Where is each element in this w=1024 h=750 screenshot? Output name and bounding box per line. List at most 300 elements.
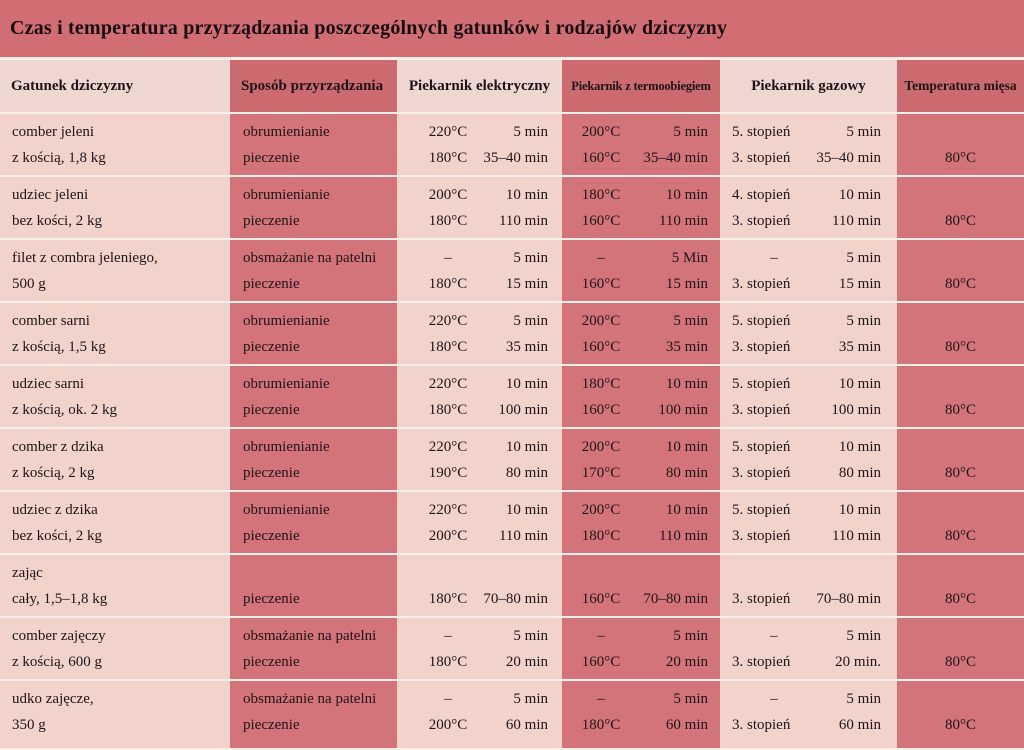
gas-line-2 (732, 523, 881, 549)
species-detail: cały, 1,5–1,8 kg (12, 590, 108, 607)
oven-time: 5 min (513, 249, 548, 266)
gas-oven-cell (720, 618, 897, 679)
table-row (0, 114, 1024, 175)
convection-line-1 (572, 182, 708, 208)
species-name: udko zajęcze, (12, 690, 94, 707)
oven-time: 35–40 min (483, 149, 548, 166)
gas-oven-cell (720, 303, 897, 364)
meat-temp-value: 80°C (944, 212, 976, 229)
convection-line-2 (572, 586, 708, 612)
convection-line-2 (572, 334, 708, 360)
oven-temp: 180°C (428, 338, 468, 355)
species-name: comber jeleni (12, 123, 95, 140)
oven-temp: 200°C (581, 123, 621, 140)
oven-temp: 180°C (428, 653, 468, 670)
oven-time: 70–80 min (643, 590, 708, 607)
oven-temp: – (444, 249, 452, 266)
method-step-2: pieczenie (243, 716, 300, 733)
convection-oven-cell (562, 366, 720, 427)
species-detail: z kością, ok. 2 kg (12, 401, 117, 418)
oven-time: 60 min (505, 716, 548, 733)
species-name: udziec jeleni (12, 186, 89, 203)
method-step-2: pieczenie (243, 149, 300, 166)
oven-setting: 3. stopień (732, 590, 791, 607)
electric-line-2 (419, 460, 548, 486)
electric-line-1 (419, 371, 548, 397)
species-name: comber z dzika (12, 438, 104, 455)
oven-time: 5 Min (671, 249, 708, 266)
species-detail: z kością, 600 g (12, 653, 102, 670)
convection-line-2 (572, 712, 708, 738)
oven-temp: 160°C (581, 653, 621, 670)
oven-time: 15 min (505, 275, 548, 292)
oven-temp: 180°C (428, 212, 468, 229)
gas-oven-cell (720, 429, 897, 490)
oven-time: 100 min (658, 401, 708, 418)
electric-line-1 (419, 182, 548, 208)
oven-setting: 3. stopień (732, 149, 791, 166)
oven-time: 10 min (838, 375, 881, 392)
column-header-sposob: Sposób przyrządzania (230, 60, 397, 112)
convection-line-2 (572, 271, 708, 297)
oven-time: 100 min (498, 401, 548, 418)
meat-temp-value: 80°C (944, 716, 976, 733)
table-row (0, 429, 1024, 490)
oven-temp: 160°C (581, 590, 621, 607)
oven-temp: – (597, 627, 605, 644)
meat-temp-value: 80°C (944, 590, 976, 607)
convection-line-1 (572, 560, 708, 586)
oven-time: 10 min (505, 375, 548, 392)
gas-oven-cell (720, 366, 897, 427)
oven-temp: – (597, 249, 605, 266)
oven-time: 35–40 min (816, 149, 881, 166)
oven-setting: 3. stopień (732, 401, 791, 418)
oven-time: 110 min (831, 212, 881, 229)
electric-line-2 (419, 712, 548, 738)
species-name: udziec sarni (12, 375, 85, 392)
oven-setting: 5. stopień (732, 501, 791, 518)
method-cell (230, 555, 397, 616)
oven-temp: 220°C (428, 375, 468, 392)
oven-time: 5 min (673, 627, 708, 644)
species-cell (0, 240, 230, 301)
electric-oven-cell (397, 240, 562, 301)
oven-temp: 180°C (428, 275, 468, 292)
method-step-2: pieczenie (243, 464, 300, 481)
convection-oven-cell (562, 240, 720, 301)
gas-line-1 (732, 119, 881, 145)
gas-line-2 (732, 208, 881, 234)
meat-temp-value: 80°C (944, 653, 976, 670)
oven-time: 10 min (838, 186, 881, 203)
meat-temp-cell (897, 177, 1024, 238)
oven-time: 5 min (513, 312, 548, 329)
gas-line-1 (732, 182, 881, 208)
oven-temp: 220°C (428, 123, 468, 140)
species-detail: bez kości, 2 kg (12, 527, 102, 544)
convection-line-2 (572, 523, 708, 549)
gas-oven-cell (720, 492, 897, 553)
species-cell (0, 492, 230, 553)
electric-oven-cell (397, 492, 562, 553)
gas-line-2 (732, 649, 881, 675)
meat-temp-cell (897, 303, 1024, 364)
oven-setting: 3. stopień (732, 653, 791, 670)
oven-time: 5 min (846, 123, 881, 140)
convection-line-1 (572, 308, 708, 334)
method-cell (230, 366, 397, 427)
oven-time: 110 min (498, 212, 548, 229)
method-cell (230, 429, 397, 490)
electric-line-2 (419, 649, 548, 675)
oven-time: 110 min (498, 527, 548, 544)
oven-time: 10 min (505, 501, 548, 518)
oven-time: 60 min (838, 716, 881, 733)
meat-temp-value: 80°C (944, 527, 976, 544)
method-step-1: obrumienianie (243, 123, 330, 140)
oven-time: 110 min (658, 527, 708, 544)
electric-line-2 (419, 397, 548, 423)
oven-temp: 180°C (581, 186, 621, 203)
species-detail: z kością, 2 kg (12, 464, 95, 481)
electric-line-1 (419, 434, 548, 460)
oven-time: 5 min (673, 690, 708, 707)
oven-setting: 5. stopień (732, 123, 791, 140)
oven-time: 5 min (513, 123, 548, 140)
oven-temp: 200°C (581, 312, 621, 329)
oven-time: 10 min (665, 375, 708, 392)
oven-time: 35–40 min (643, 149, 708, 166)
gas-oven-cell (720, 240, 897, 301)
page-title: Czas i temperatura przyrządzania poszczególnych gatunków i rodzajów dziczyzny (10, 17, 728, 39)
gas-line-1 (732, 623, 881, 649)
meat-temp-value: 80°C (944, 464, 976, 481)
meat-temp-value: 80°C (944, 149, 976, 166)
gas-line-2 (732, 145, 881, 171)
method-step-1: obrumienianie (243, 375, 330, 392)
table-row (0, 177, 1024, 238)
species-detail: 500 g (12, 275, 46, 292)
method-step-1: obrumienianie (243, 501, 330, 518)
oven-temp: 160°C (581, 149, 621, 166)
electric-line-2 (419, 523, 548, 549)
table-title-bar (0, 0, 1024, 57)
oven-setting: 5. stopień (732, 375, 791, 392)
table-row (0, 240, 1024, 301)
oven-setting: 3. stopień (732, 212, 791, 229)
species-cell (0, 555, 230, 616)
electric-oven-cell (397, 366, 562, 427)
oven-temp: 180°C (428, 590, 468, 607)
oven-time: 80 min (665, 464, 708, 481)
column-header-piekarnik-gazowy: Piekarnik gazowy (720, 60, 897, 112)
method-step-1 (243, 560, 397, 586)
oven-time: 20 min (505, 653, 548, 670)
gas-line-1 (732, 497, 881, 523)
oven-time: 35 min (838, 338, 881, 355)
oven-time: 60 min (665, 716, 708, 733)
gas-line-2 (732, 712, 881, 738)
oven-temp: – (597, 690, 605, 707)
electric-line-2 (419, 586, 548, 612)
oven-time: 20 min. (835, 653, 881, 670)
species-cell (0, 303, 230, 364)
oven-time: 15 min (665, 275, 708, 292)
oven-temp: 180°C (581, 527, 621, 544)
table-header-row (0, 60, 1024, 112)
bottom-stripe-filler (0, 742, 1024, 748)
electric-line-2 (419, 334, 548, 360)
method-step-2: pieczenie (243, 590, 300, 607)
oven-setting: 3. stopień (732, 464, 791, 481)
gas-line-2 (732, 334, 881, 360)
meat-temp-cell (897, 429, 1024, 490)
method-step-1: obrumienianie (243, 438, 330, 455)
convection-oven-cell (562, 303, 720, 364)
meat-temp-cell (897, 618, 1024, 679)
convection-line-1 (572, 497, 708, 523)
oven-temp: 160°C (581, 338, 621, 355)
convection-line-2 (572, 649, 708, 675)
table-row (0, 492, 1024, 553)
species-cell (0, 429, 230, 490)
method-cell (230, 114, 397, 175)
oven-time: 10 min (838, 438, 881, 455)
method-step-2: pieczenie (243, 212, 300, 229)
oven-setting: – (770, 249, 778, 266)
method-step-1: obsmażanie na patelni (243, 690, 377, 707)
oven-temp: 220°C (428, 312, 468, 329)
electric-oven-cell (397, 618, 562, 679)
convection-line-2 (572, 397, 708, 423)
method-cell (230, 492, 397, 553)
method-step-1: obrumienianie (243, 186, 330, 203)
species-detail: bez kości, 2 kg (12, 212, 102, 229)
oven-time: 15 min (838, 275, 881, 292)
oven-time: 10 min (665, 501, 708, 518)
oven-time: 5 min (846, 249, 881, 266)
method-step-2: pieczenie (243, 401, 300, 418)
electric-oven-cell (397, 303, 562, 364)
electric-line-1 (419, 623, 548, 649)
convection-line-2 (572, 145, 708, 171)
gas-line-2 (732, 397, 881, 423)
oven-time: 35 min (505, 338, 548, 355)
species-detail: z kością, 1,5 kg (12, 338, 106, 355)
oven-time: 80 min (838, 464, 881, 481)
method-step-1: obsmażanie na patelni (243, 249, 377, 266)
electric-oven-cell (397, 555, 562, 616)
oven-temp: 180°C (581, 716, 621, 733)
convection-oven-cell (562, 555, 720, 616)
meat-temp-value: 80°C (944, 275, 976, 292)
oven-time: 5 min (846, 312, 881, 329)
oven-time: 70–80 min (483, 590, 548, 607)
oven-temp: 200°C (581, 438, 621, 455)
meat-temp-cell (897, 492, 1024, 553)
gas-line-1 (732, 686, 881, 712)
oven-setting: 3. stopień (732, 716, 791, 733)
convection-oven-cell (562, 177, 720, 238)
oven-setting: 3. stopień (732, 527, 791, 544)
oven-setting: – (770, 690, 778, 707)
oven-time: 80 min (505, 464, 548, 481)
oven-temp: 170°C (581, 464, 621, 481)
oven-temp: 200°C (428, 527, 468, 544)
convection-line-1 (572, 434, 708, 460)
gas-line-1 (732, 434, 881, 460)
oven-time: 10 min (505, 186, 548, 203)
electric-line-2 (419, 145, 548, 171)
oven-setting: 3. stopień (732, 338, 791, 355)
electric-line-1 (419, 497, 548, 523)
oven-temp: 200°C (428, 186, 468, 203)
table-row (0, 366, 1024, 427)
gas-line-1 (732, 308, 881, 334)
table-row (0, 618, 1024, 679)
meat-temp-cell (897, 366, 1024, 427)
species-cell (0, 366, 230, 427)
oven-time: 5 min (846, 690, 881, 707)
oven-setting: 3. stopień (732, 275, 791, 292)
oven-time: 5 min (513, 690, 548, 707)
oven-temp: 200°C (428, 716, 468, 733)
electric-line-2 (419, 208, 548, 234)
oven-time: 20 min (665, 653, 708, 670)
gas-line-1 (732, 245, 881, 271)
species-name: filet z combra jeleniego, (12, 249, 158, 266)
electric-line-1 (419, 308, 548, 334)
method-step-2: pieczenie (243, 275, 300, 292)
table-body (0, 114, 1024, 742)
oven-time: 110 min (831, 527, 881, 544)
method-step-1: obsmażanie na patelni (243, 627, 377, 644)
table-row (0, 555, 1024, 616)
column-header-temperatura-miesa: Temperatura mięsa (897, 60, 1024, 112)
species-detail: 350 g (12, 716, 46, 733)
method-step-2: pieczenie (243, 527, 300, 544)
gas-line-1 (732, 560, 881, 586)
oven-temp: – (444, 690, 452, 707)
oven-temp: 180°C (428, 401, 468, 418)
oven-time: 10 min (665, 438, 708, 455)
convection-oven-cell (562, 492, 720, 553)
method-step-1: obrumienianie (243, 312, 330, 329)
convection-line-2 (572, 460, 708, 486)
oven-time: 100 min (831, 401, 881, 418)
method-cell (230, 240, 397, 301)
convection-oven-cell (562, 429, 720, 490)
species-cell (0, 681, 230, 742)
species-name: comber zajęczy (12, 627, 106, 644)
electric-line-1 (419, 686, 548, 712)
species-name: zając (12, 564, 43, 581)
oven-temp: 220°C (428, 438, 468, 455)
column-header-piekarnik-elektryczny: Piekarnik elektryczny (397, 60, 562, 112)
electric-oven-cell (397, 681, 562, 742)
oven-temp: 200°C (581, 501, 621, 518)
convection-oven-cell (562, 681, 720, 742)
oven-time: 5 min (673, 312, 708, 329)
gas-oven-cell (720, 681, 897, 742)
oven-time: 10 min (838, 501, 881, 518)
electric-oven-cell (397, 177, 562, 238)
oven-time: 35 min (665, 338, 708, 355)
method-cell (230, 681, 397, 742)
electric-line-1 (419, 119, 548, 145)
oven-temp: – (444, 627, 452, 644)
species-name: udziec z dzika (12, 501, 98, 518)
oven-setting: – (770, 627, 778, 644)
gas-oven-cell (720, 555, 897, 616)
meat-temp-value: 80°C (944, 401, 976, 418)
convection-line-1 (572, 119, 708, 145)
convection-line-1 (572, 245, 708, 271)
gas-oven-cell (720, 114, 897, 175)
electric-line-1 (419, 560, 548, 586)
oven-temp: 220°C (428, 501, 468, 518)
method-cell (230, 618, 397, 679)
meat-temp-cell (897, 681, 1024, 742)
gas-line-1 (732, 371, 881, 397)
species-name: comber sarni (12, 312, 90, 329)
species-cell (0, 114, 230, 175)
method-cell (230, 303, 397, 364)
meat-temp-cell (897, 114, 1024, 175)
oven-setting: 5. stopień (732, 312, 791, 329)
column-header-piekarnik-termoobieg: Piekarnik z termoobiegiem (562, 60, 720, 112)
electric-oven-cell (397, 429, 562, 490)
method-step-2: pieczenie (243, 338, 300, 355)
species-detail: z kością, 1,8 kg (12, 149, 106, 166)
electric-line-1 (419, 245, 548, 271)
oven-time: 10 min (505, 438, 548, 455)
meat-temp-cell (897, 240, 1024, 301)
oven-time: 5 min (846, 627, 881, 644)
oven-setting: 5. stopień (732, 438, 791, 455)
oven-time: 70–80 min (816, 590, 881, 607)
oven-time: 10 min (665, 186, 708, 203)
species-cell (0, 618, 230, 679)
oven-temp: 160°C (581, 212, 621, 229)
method-step-2: pieczenie (243, 653, 300, 670)
convection-line-1 (572, 686, 708, 712)
species-cell (0, 177, 230, 238)
gas-line-2 (732, 586, 881, 612)
table-row (0, 681, 1024, 742)
oven-time: 5 min (673, 123, 708, 140)
gas-line-2 (732, 271, 881, 297)
table-row (0, 303, 1024, 364)
oven-temp: 190°C (428, 464, 468, 481)
method-cell (230, 177, 397, 238)
meat-temp-value: 80°C (944, 338, 976, 355)
electric-line-2 (419, 271, 548, 297)
gas-line-2 (732, 460, 881, 486)
oven-temp: 180°C (428, 149, 468, 166)
column-header-gatunek: Gatunek dziczyzny (0, 60, 230, 112)
electric-oven-cell (397, 114, 562, 175)
oven-time: 5 min (513, 627, 548, 644)
oven-setting: 4. stopień (732, 186, 791, 203)
meat-temp-cell (897, 555, 1024, 616)
convection-line-1 (572, 371, 708, 397)
oven-time: 110 min (658, 212, 708, 229)
oven-temp: 180°C (581, 375, 621, 392)
convection-oven-cell (562, 114, 720, 175)
oven-temp: 160°C (581, 401, 621, 418)
